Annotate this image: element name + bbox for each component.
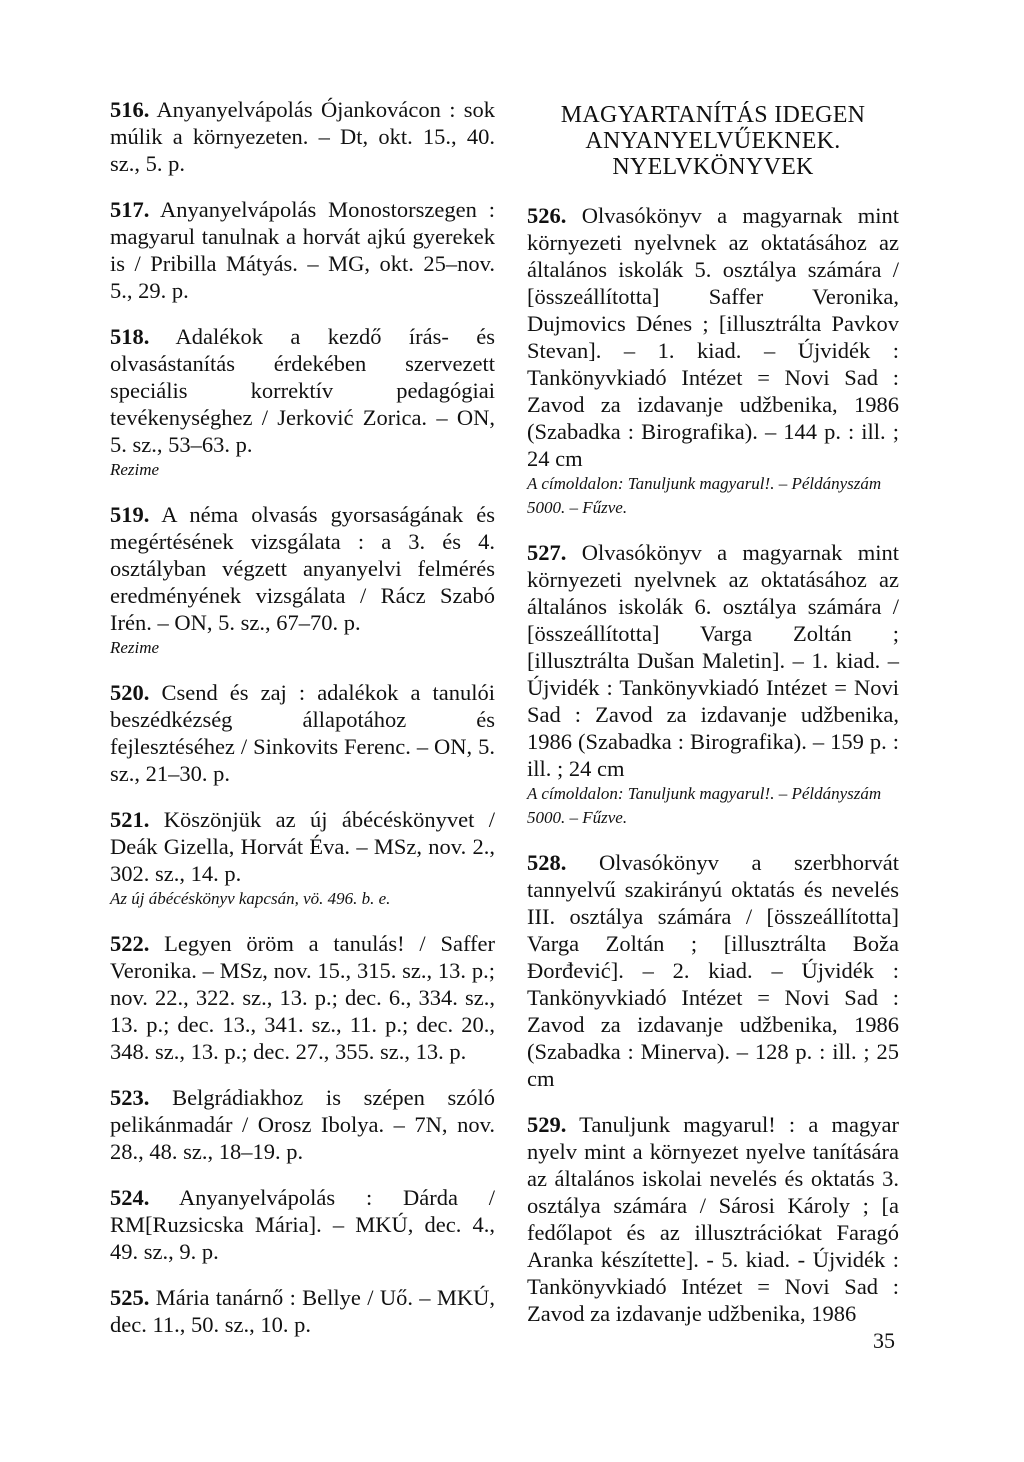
right-column [527, 96, 899, 1346]
entry-note: A címoldalon: Tanuljunk magyarul!. – Példányszám 5000. – Fűzve. [527, 784, 882, 827]
page-number: 35 [873, 1328, 895, 1353]
entry-number: 526. [527, 203, 567, 228]
entry-note: Rezime [110, 638, 160, 657]
entry-text: Adalékok a kezdő írás- és olvasástanítás érdekében szervezett speciális korrektív pedagógiai tevékenységhez / Jerković Zorica. – ON, 5. sz., 53–63. p. [110, 324, 495, 457]
entry-number: 521. [110, 807, 150, 832]
entry-525 [110, 1284, 495, 1338]
entry-text: Anyanyelvápolás : Dárda / RM[Ruzsicska Mária]. – MKÚ, dec. 4., 49. sz., 9. p. [110, 1185, 495, 1264]
entry-517 [110, 196, 495, 304]
entry-text: Csend és zaj : adalékok a tanulói beszédkézség állapotához és fejlesztéséhez / Sinkovits Ferenc. – ON, 5. sz., 21–30. p. [110, 680, 496, 786]
entry-text: Belgrádiakhoz is szépen szóló pelikánmadár / Orosz Ibolya. – 7N, nov. 28., 48. sz., 18–19. p. [110, 1085, 496, 1164]
entry-text: Anyanyelvápolás Monostorszegen : magyarul tanulnak a horvát ajkú gyerekek is / Pribilla Mátyás. – MG, okt. 25–nov. 5., 29. p. [110, 197, 495, 303]
entry-note: A címoldalon: Tanuljunk magyarul!. – Példányszám 5000. – Fűzve. [527, 474, 882, 517]
entry-521 [110, 806, 495, 911]
entry-text: Tanuljunk magyarul! : a magyar nyelv mint a környezet nyelve tanítására az általános iskolai nevelés és oktatás 3. osztálya számára / Sárosi Károly ; [a fedőlapot és az illusztrációkat Faragó Aranka készítette]. - 5. kiad. - Újvidék : Tankönyvkiadó Intézet = Novi Sad : Zavod za izdavanje udžbenika, 1986 [527, 1112, 900, 1326]
entry-text: Köszönjük az új ábécéskönyvet / Deák Gizella, Horvát Éva. – MSz, nov. 2., 302. sz., 14. p. [110, 807, 495, 886]
entry-number: 518. [110, 324, 150, 349]
entry-text: Mária tanárnő : Bellye / Uő. – MKÚ, dec. 11., 50. sz., 10. p. [110, 1285, 495, 1337]
entry-number: 527. [527, 540, 567, 565]
entry-number: 523. [110, 1085, 150, 1110]
heading-line: MAGYARTANÍTÁS IDEGEN [560, 102, 866, 128]
entry-note: Rezime [110, 460, 160, 479]
section-heading [527, 102, 899, 180]
heading-line: ANYANYELVŰEKNEK. [585, 128, 841, 154]
entry-523 [110, 1084, 495, 1165]
entry-528 [527, 849, 899, 1092]
entry-text: Anyanyelvápolás Ójankovácon : sok múlik a környezeten. – Dt, okt. 15., 40. sz., 5. p. [110, 97, 495, 176]
entry-number: 519. [110, 502, 150, 527]
left-column [110, 96, 495, 1357]
entry-518 [110, 323, 495, 482]
entry-number: 522. [110, 931, 150, 956]
entry-text: Legyen öröm a tanulás! / Saffer Veronika. – MSz, nov. 15., 315. sz., 13. p.; nov. 22., 322. sz., 13. p.; dec. 6., 334. sz., 13. p.; dec. 13., 341. sz., 11. p.; dec. 20., 348. sz., 13. p.; dec. 27., 355. sz., 13. p. [110, 931, 496, 1064]
entry-524 [110, 1184, 495, 1265]
entry-529 [527, 1111, 899, 1327]
entry-text: Olvasókönyv a szerbhorvát tannyelvű szakirányú oktatás és nevelés III. osztálya számára / [összeállította] Varga Zoltán ; [illusztrálta Boža Đorđević]. – 2. kiad. – Újvidék : Tankönyvkiadó Intézet = Novi Sad : Zavod za izdavanje udžbenika, 1986 (Szabadka : Minerva). – 128 p. : ill. ; 25 cm [527, 850, 899, 1091]
heading-line: NYELVKÖNYVEK [612, 154, 814, 180]
entry-number: 517. [110, 197, 150, 222]
entry-527 [527, 539, 899, 830]
entry-526 [527, 202, 899, 520]
entry-519 [110, 501, 495, 660]
entry-number: 525. [110, 1285, 150, 1310]
entry-516 [110, 96, 495, 177]
entry-520 [110, 679, 495, 787]
entry-note: Az új ábécéskönyv kapcsán, vö. 496. b. e. [110, 889, 391, 908]
entry-number: 529. [527, 1112, 567, 1137]
entry-number: 524. [110, 1185, 150, 1210]
entry-text: Olvasókönyv a magyarnak mint környezeti nyelvnek az oktatásához az általános iskolák 6. osztálya számára / [összeállította] Varga Zoltán ; [illusztrálta Dušan Maletin]. – 1. kiad. – Újvidék : Tankönyvkiadó Intézet = Novi Sad : Zavod za izdavanje udžbenika, 1986 (Szabadka : Birografika). – 159 p. : ill. ; 24 cm [527, 540, 899, 781]
entry-text: Olvasókönyv a magyarnak mint környezeti nyelvnek az oktatásához az általános iskolák 5. osztálya számára / [összeállította] Saffer Veronika, Dujmovics Dénes ; [illusztrálta Pavkov Stevan]. – 1. kiad. – Újvidék : Tankönyvkiadó Intézet = Novi Sad : Zavod za izdavanje udžbenika, 1986 (Szabadka : Birografika). – 144 p. : ill. ; 24 cm [527, 203, 899, 471]
entry-number: 528. [527, 850, 567, 875]
entry-number: 516. [110, 97, 150, 122]
entry-text: A néma olvasás gyorsaságának és megértésének vizsgálata : a 3. és 4. osztályban végzett anyanyelvi felmérés eredményének vizsgálata / Rácz Szabó Irén. – ON, 5. sz., 67–70. p. [110, 502, 495, 635]
entry-number: 520. [110, 680, 150, 705]
entry-522 [110, 930, 495, 1065]
